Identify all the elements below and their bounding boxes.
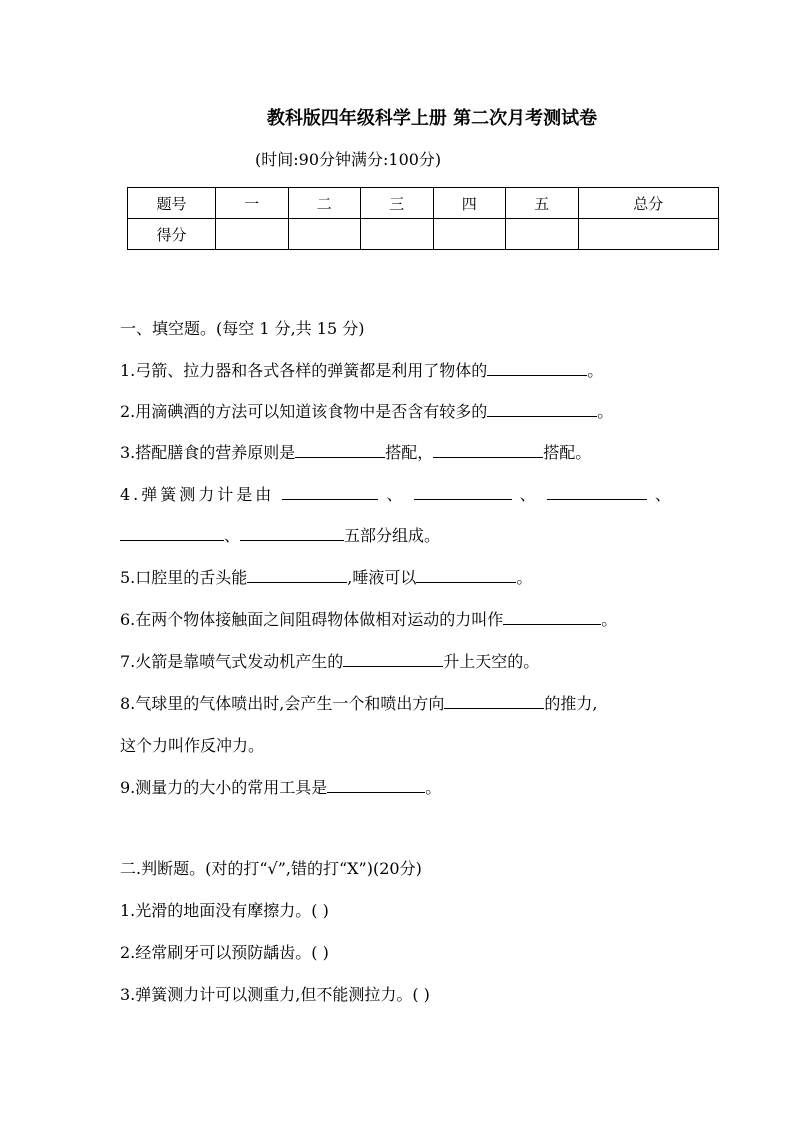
score-header-cell: 三 [361, 188, 434, 219]
page-title: 教科版四年级科学上册 第二次月考测试卷 [266, 108, 598, 129]
score-cell[interactable] [506, 219, 579, 250]
question-9 [120, 775, 441, 798]
question-text: 4.弹簧测力计是由 [120, 485, 275, 504]
question-7 [120, 649, 539, 672]
judgment-item[interactable]: 1.光滑的地面没有摩擦力。( ) [120, 901, 329, 920]
question-5 [120, 565, 532, 588]
question-text: 2.用滴碘酒的方法可以知道该食物中是否含有较多的 [120, 402, 488, 421]
question-text: 搭配， [385, 443, 434, 462]
score-header-cell: 题号 [128, 188, 216, 219]
section2-heading: 二.判断题。(对的打“√”,错的打“X”)(20分) [120, 859, 422, 878]
separator: 、 [519, 485, 539, 504]
question-8 [120, 691, 597, 714]
question-text: 6.在两个物体接触面之间阻碍物体做相对运动的力叫作 [120, 610, 504, 629]
question-text: 5.口腔里的舌头能 [120, 568, 248, 587]
answer-blank[interactable] [487, 402, 597, 417]
answer-blank[interactable] [327, 778, 425, 793]
score-header-cell: 总分 [578, 188, 719, 219]
question-4 [120, 482, 674, 505]
answer-blank[interactable] [343, 652, 443, 667]
score-header-cell: 一 [216, 188, 289, 219]
score-header-cell: 二 [288, 188, 361, 219]
answer-blank[interactable] [247, 568, 347, 583]
question-end: 。 [516, 568, 533, 587]
answer-blank[interactable] [503, 610, 601, 625]
question-8-continued: 这个力叫作反冲力。 [120, 736, 265, 755]
question-6 [120, 607, 617, 630]
question-text: ,唾液可以 [347, 568, 417, 587]
question-end: 五部分组成。 [344, 526, 441, 545]
question-end: 。 [425, 778, 442, 797]
question-text: 3.搭配膳食的营养原则是 [120, 443, 296, 462]
question-1 [120, 358, 603, 381]
score-header-cell: 五 [506, 188, 579, 219]
separator: 、 [386, 485, 406, 504]
question-text: 1.弓箭、拉力器和各式各样的弹簧都是利用了物体的 [120, 361, 488, 380]
answer-blank[interactable] [547, 485, 647, 500]
score-row-label: 得分 [128, 219, 216, 250]
question-text: 7.火箭是靠喷气式发动机产生的 [120, 652, 344, 671]
question-text: 的推力, [544, 694, 598, 713]
answer-blank[interactable] [414, 485, 512, 500]
answer-blank[interactable] [295, 443, 385, 458]
score-cell[interactable] [216, 219, 289, 250]
question-end: 升上天空的。 [443, 652, 540, 671]
answer-blank[interactable] [487, 361, 587, 376]
judgment-item[interactable]: 3.弹簧测力计可以测重力,但不能测拉力。( ) [120, 985, 430, 1004]
score-table [127, 187, 719, 250]
answer-blank[interactable] [282, 485, 378, 500]
question-end: 搭配。 [543, 443, 592, 462]
question-3 [120, 440, 591, 463]
score-header-cell: 四 [433, 188, 506, 219]
score-table-header-row [128, 188, 719, 219]
section1-heading: 一、填空题。(每空 1 分,共 15 分) [120, 319, 365, 338]
score-table-score-row [128, 219, 719, 250]
separator: 、 [224, 526, 241, 545]
question-2 [120, 399, 613, 422]
answer-blank[interactable] [120, 526, 224, 541]
score-cell[interactable] [433, 219, 506, 250]
question-text: 8.气球里的气体喷出时,会产生一个和喷出方向 [120, 694, 445, 713]
question-end: 。 [597, 402, 614, 421]
question-end: 。 [601, 610, 618, 629]
answer-blank[interactable] [444, 694, 544, 709]
score-cell[interactable] [578, 219, 719, 250]
score-cell[interactable] [288, 219, 361, 250]
question-4-continued [120, 523, 440, 546]
separator: 、 [654, 485, 674, 504]
judgment-item[interactable]: 2.经常刷牙可以预防龋齿。( ) [120, 943, 329, 962]
answer-blank[interactable] [240, 526, 344, 541]
answer-blank[interactable] [416, 568, 516, 583]
exam-info: (时间:90分钟满分:100分) [255, 150, 442, 169]
answer-blank[interactable] [433, 443, 543, 458]
question-text: 9.测量力的大小的常用工具是 [120, 778, 328, 797]
score-cell[interactable] [361, 219, 434, 250]
question-end: 。 [587, 361, 604, 380]
